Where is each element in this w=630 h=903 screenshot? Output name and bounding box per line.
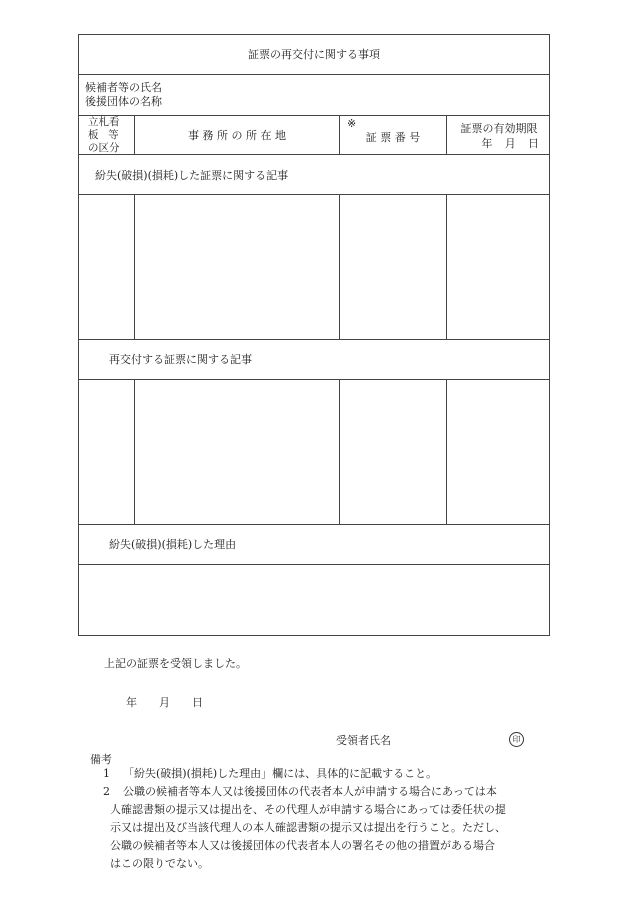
receiver-name-label: 受領者氏名 [336,734,391,747]
remark-number: 2 [103,785,110,798]
loss-reason-section-label: 紛失(破損)(損耗)した理由 [109,538,237,551]
column-divider [339,379,340,524]
column-header-office-address: 事 務 所 の 所 在 地 [188,129,286,142]
row-divider [79,115,549,116]
lost-certificate-section-label: 紛失(破損)(損耗)した証票に関する記事 [95,169,289,182]
form-title: 証票の再交付に関する事項 [248,48,380,61]
column-header-expiry: 証票の有効期限 [460,122,538,135]
row-divider [79,379,549,380]
column-header-certificate-number: 証 票 番 号 [365,131,421,144]
column-divider [446,379,447,524]
remark-text: 「紛失(破損)(損耗)した理由」欄には、具体的に記載すること。 [123,767,438,780]
candidate-name-label: 候補者等の氏名 [85,81,162,94]
column-divider [446,194,447,339]
receipt-statement: 上記の証票を受領しました。 [104,657,247,670]
seal-mark: 印 [509,732,524,747]
row-divider [79,154,549,155]
remark-text: 人確認書類の提示又は提出を、その代理人が申請する場合にあっては委任状の提 [110,803,506,816]
remark-text: 公職の候補者等本人又は後援団体の代表者本人の署名その他の措置がある場合 [110,839,495,852]
column-divider [134,194,135,339]
column-header-expiry-date: 年 月 日 [481,137,539,150]
supporter-group-label: 後援団体の名称 [85,95,162,108]
row-divider [79,524,549,525]
row-divider [79,339,549,340]
remarks-heading: 備考 [90,753,112,766]
reissue-form-table [78,34,550,636]
row-divider [79,564,549,565]
reissue-certificate-section-label: 再交付する証票に関する記事 [109,353,252,366]
remark-text: 公職の候補者等本人又は後援団体の代表者本人が申請する場合にあっては本 [123,785,497,798]
column-header-sign-type: 立札看 [88,116,120,128]
column-header-sign-type: 板 等 [88,129,122,141]
asterisk-mark: ※ [347,117,357,130]
column-header-sign-type: の区分 [88,142,120,154]
remark-number: 1 [103,767,110,780]
row-divider [79,74,549,75]
column-divider [339,194,340,339]
remark-text: はこの限りでない。 [110,857,209,870]
row-divider [79,194,549,195]
remark-text: 示又は提出及び当該代理人の本人確認書類の提示又は提出を行うこと。ただし、 [110,821,506,834]
receipt-date: 年 月 日 [126,696,203,709]
column-divider [134,379,135,524]
